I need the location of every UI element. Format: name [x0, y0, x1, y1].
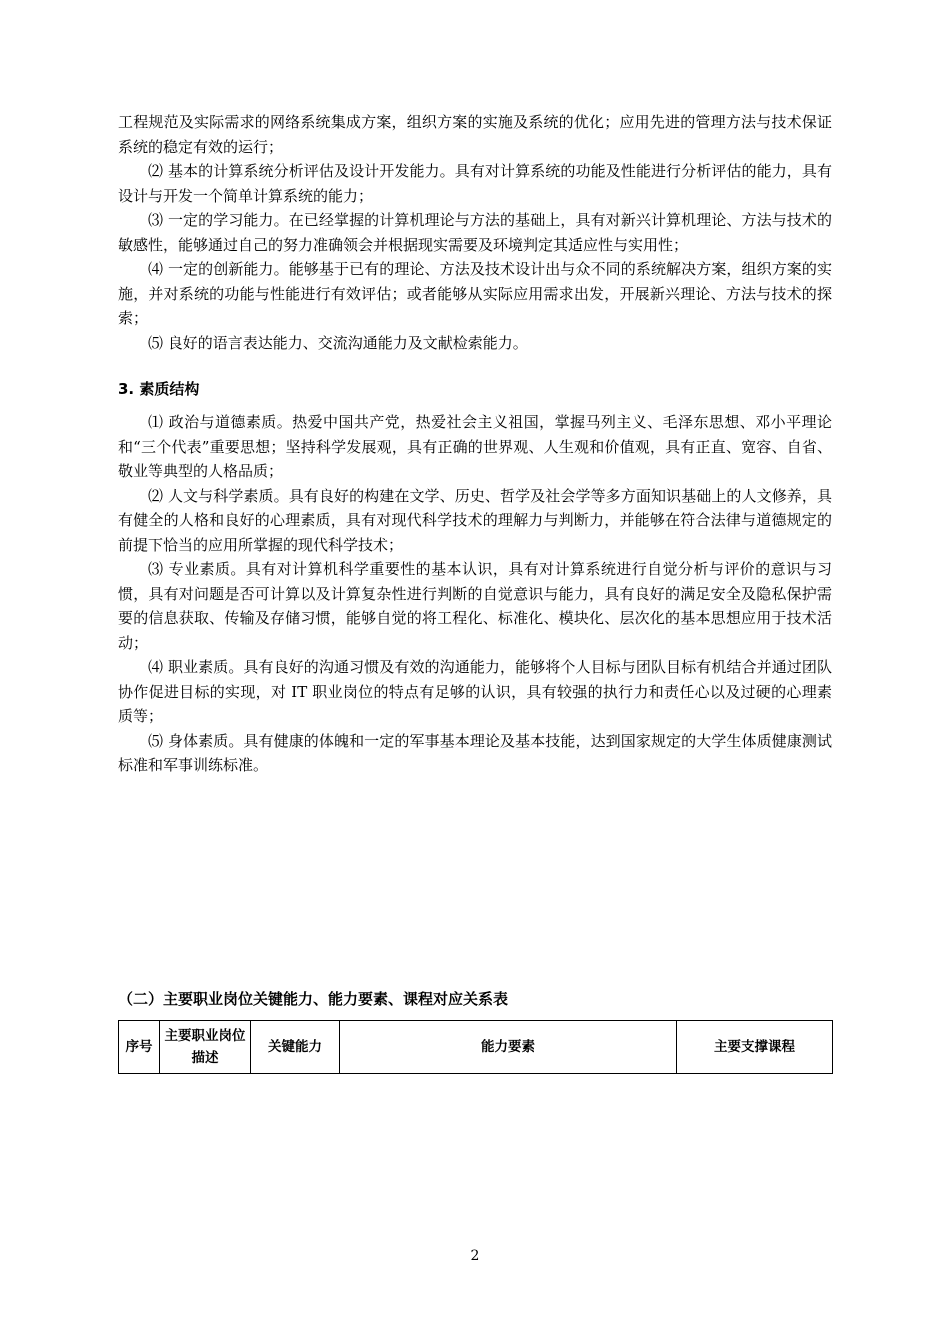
ability-section	[118, 110, 832, 355]
section-heading-quality: 3. 素质结构	[118, 380, 200, 398]
table-heading: （二）主要职业岗位关键能力、能力要素、课程对应关系表	[118, 990, 509, 1008]
header-cell-position: 主要职业岗位描述	[160, 1021, 251, 1074]
paragraph: ⑵ 基本的计算系统分析评估及设计开发能力。具有对计算系统的功能及性能进行分析评估的能力，具有设计与开发一个简单计算系统的能力；	[118, 162, 832, 205]
page-number: 2	[470, 1248, 480, 1264]
quality-section	[118, 410, 832, 778]
paragraph: ⑸ 良好的语言表达能力、交流沟通能力及文献检索能力。	[148, 333, 528, 352]
paragraph: ⑵ 人文与科学素质。具有良好的构建在文学、历史、哲学及社会学等多方面知识基础上的人文修养，具有健全的人格和良好的心理素质，具有对现代科学技术的理解力与判断力，并能够在符合法律与道德规定的前提下恰当的应用所掌握的现代科学技术；	[118, 486, 832, 554]
paragraph: ⑷ 职业素质。具有良好的沟通习惯及有效的沟通能力，能够将个人目标与团队目标有机结合并通过团队协作促进目标的实现，对 IT 职业岗位的特点有足够的认识，具有较强的执行力和责任心以及过硬的心理素质等；	[118, 658, 832, 725]
paragraph: 工程规范及实际需求的网络系统集成方案，组织方案的实施及系统的优化；应用先进的管理方法与技术保证系统的稳定有效的运行；	[118, 113, 832, 156]
header-cell-courses: 主要支撑课程	[677, 1021, 833, 1074]
paragraph: ⑸ 身体素质。具有健康的体魄和一定的军事基本理论及基本技能，达到国家规定的大学生体质健康测试标准和军事训练标准。	[118, 731, 832, 774]
paragraph: ⑴ 政治与道德素质。热爱中国共产党，热爱社会主义祖国，掌握马列主义、毛泽东思想、邓小平理论和“三个代表”重要思想；坚持科学发展观，具有正确的世界观、人生观和价值观，具有正直、宽容、自省、敬业等典型的人格品质；	[118, 413, 832, 480]
header-cell-key-ability: 关键能力	[251, 1021, 340, 1074]
paragraph: ⑶ 专业素质。具有对计算机科学重要性的基本认识，具有对计算系统进行自觉分析与评价的意识与习惯，具有对问题是否可计算以及计算复杂性进行判断的自觉意识与能力，具有良好的满足安全及隐私保护需要的信息获取、传输及存储习惯，能够自觉的将工程化、标准化、模块化、层次化的基本思想应用于技术活动；	[118, 560, 832, 652]
paragraph: ⑶ 一定的学习能力。在已经掌握的计算机理论与方法的基础上，具有对新兴计算机理论、方法与技术的敏感性，能够通过自己的努力准确领会并根据现实需要及环境判定其适应性与实用性；	[118, 211, 832, 254]
header-cell-ability-elements: 能力要素	[340, 1021, 677, 1074]
paragraph: ⑷ 一定的创新能力。能够基于已有的理论、方法及技术设计出与众不同的系统解决方案，组织方案的实施，并对系统的功能与性能进行有效评估；或者能够从实际应用需求出发，开展新兴理论、方法与技术的探索；	[118, 260, 832, 327]
table-header-row	[119, 1021, 833, 1074]
header-cell-index: 序号	[119, 1021, 160, 1074]
ability-course-table	[118, 1020, 833, 1074]
